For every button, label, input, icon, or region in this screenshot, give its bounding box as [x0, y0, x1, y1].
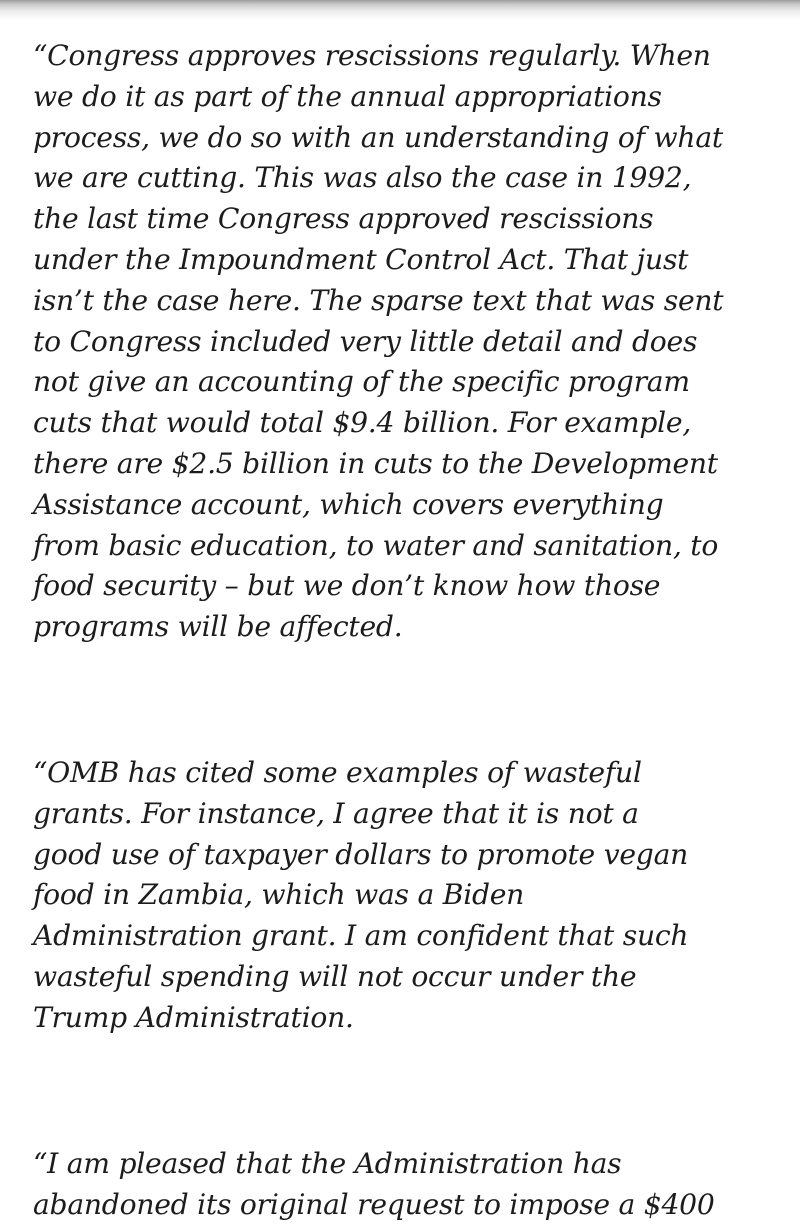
text-line: to Congress included very little detail and does: [33, 324, 698, 358]
text-line: we are cutting. This was also the case in 1992,: [33, 161, 692, 195]
text-line: under the Impoundment Control Act. That just: [33, 242, 689, 276]
text-line: grants. For instance, I agree that it is not a: [33, 796, 639, 830]
text-line: Trump Administration.: [33, 1000, 354, 1034]
text-line: from basic education, to water and sanitation, to: [33, 528, 719, 562]
text-line: there are $2.5 billion in cuts to the Development: [33, 446, 718, 480]
text-line: abandoned its original request to impose a $400: [33, 1187, 715, 1221]
text-line: programs will be affected.: [33, 610, 403, 644]
quote-paragraph-1: [33, 36, 778, 648]
text-line: not give an accounting of the specific program: [33, 365, 690, 399]
quote-paragraph-3: [33, 1144, 778, 1226]
text-line: process, we do so with an understanding of what: [33, 120, 723, 154]
quote-paragraph-2: [33, 753, 778, 1039]
text-line: we do it as part of the annual appropriations: [33, 79, 662, 113]
text-line: “Congress approves rescissions regularly. When: [33, 39, 711, 72]
text-line: Administration grant. I am confident that such: [33, 919, 689, 953]
text-line: good use of taxpayer dollars to promote vegan: [33, 837, 689, 871]
text-line: food security – but we don’t know how those: [33, 569, 661, 603]
text-line: “OMB has cited some examples of wasteful: [33, 756, 642, 789]
text-line: cuts that would total $9.4 billion. For example,: [33, 406, 692, 440]
text-line: wasteful spending will not occur under the: [33, 959, 637, 993]
text-line: “I am pleased that the Administration has: [33, 1147, 622, 1180]
text-line: isn’t the case here. The sparse text that was sent: [33, 283, 724, 317]
text-line: the last time Congress approved rescissions: [33, 202, 654, 236]
text-line: Assistance account, which covers everything: [33, 487, 664, 521]
text-line: food in Zambia, which was a Biden: [33, 878, 525, 912]
